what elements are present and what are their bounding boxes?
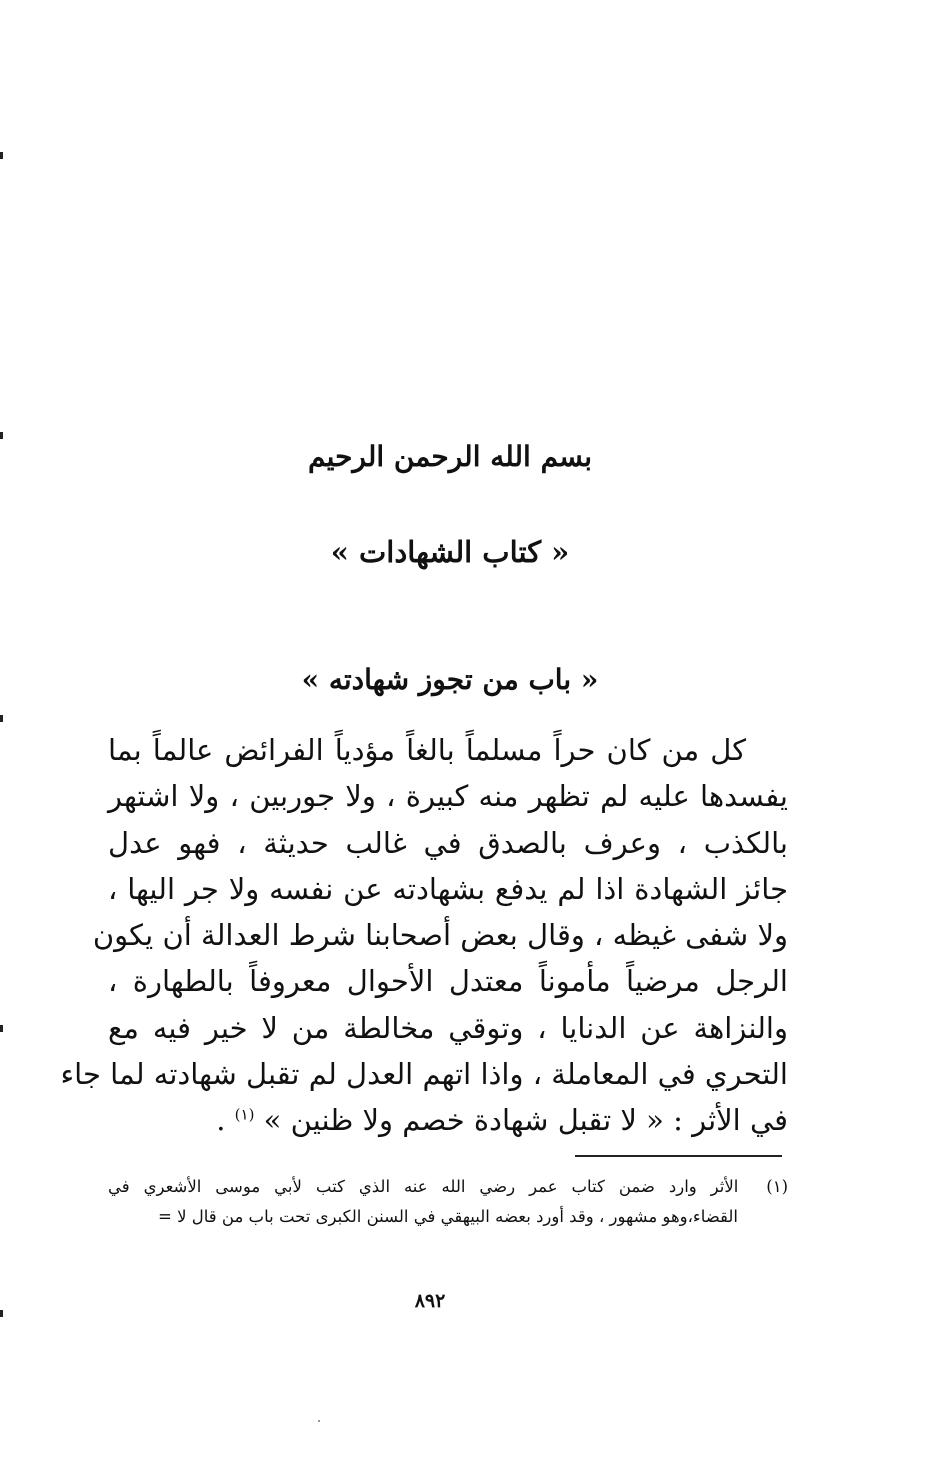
body-paragraph — [60, 727, 788, 1144]
body-line: التحري في المعاملة ، واذا اتهم العدل لم تقبل شهادته لما جاء — [60, 1057, 788, 1092]
body-line: بالكذب ، وعرف بالصدق في غالب حديثة ، فهو عدل — [108, 825, 788, 860]
scan-edge-mark — [0, 715, 3, 722]
scan-edge-mark — [0, 432, 3, 439]
body-line: الرجل مرضياً مأموناً معتدل الأحوال معروفاً بالطهارة ، — [108, 964, 788, 999]
footnote — [108, 1172, 788, 1232]
book-title: « كتاب الشهادات » — [330, 535, 570, 569]
footnote-text: الأثر وارد ضمن كتاب عمر رضي الله عنه الذي كتب لأبي موسى الأشعري في — [108, 1177, 739, 1196]
body-end-period: . — [216, 1103, 226, 1138]
footnote-marker: (١) — [766, 1177, 788, 1196]
scan-edge-mark — [0, 152, 3, 159]
body-line: ولا شفى غيظه ، وقال بعض أصحابنا شرط العدالة أن يكون — [92, 918, 788, 953]
body-line: كل من كان حراً مسلماً بالغاً مؤدياً الفرائض عالماً بما — [108, 733, 746, 767]
footnote-line: القضاء،وهو مشهور ، وقد أورد بعضه البيهقي في السنن الكبرى تحت باب من قال لا = — [158, 1207, 738, 1226]
basmala-heading: بسم الله الرحمن الرحيم — [308, 440, 592, 473]
footnote-reference: (١) — [234, 1105, 255, 1124]
body-line-text: في الأثر : « لا تقبل شهادة خصم ولا ظنين » — [263, 1103, 788, 1138]
page-number: ٨٩٢ — [414, 1290, 446, 1312]
chapter-title: « باب من تجوز شهادته » — [301, 663, 599, 696]
body-line-final — [108, 1097, 788, 1143]
body-line: يفسدها عليه لم تظهر منه كبيرة ، ولا جوربين ، ولا اشتهر — [108, 779, 788, 814]
scan-speck — [318, 1420, 320, 1422]
scan-edge-mark — [0, 1310, 3, 1317]
body-line: جائز الشهادة اذا لم يدفع بشهادته عن نفسه ولا جر اليها ، — [108, 871, 788, 906]
footnote-separator — [575, 1155, 782, 1157]
scan-edge-mark — [0, 1025, 3, 1032]
footnote-line — [108, 1172, 788, 1202]
body-line: والنزاهة عن الدنايا ، وتوقي مخالطة من لا خير فيه مع — [108, 1010, 788, 1045]
